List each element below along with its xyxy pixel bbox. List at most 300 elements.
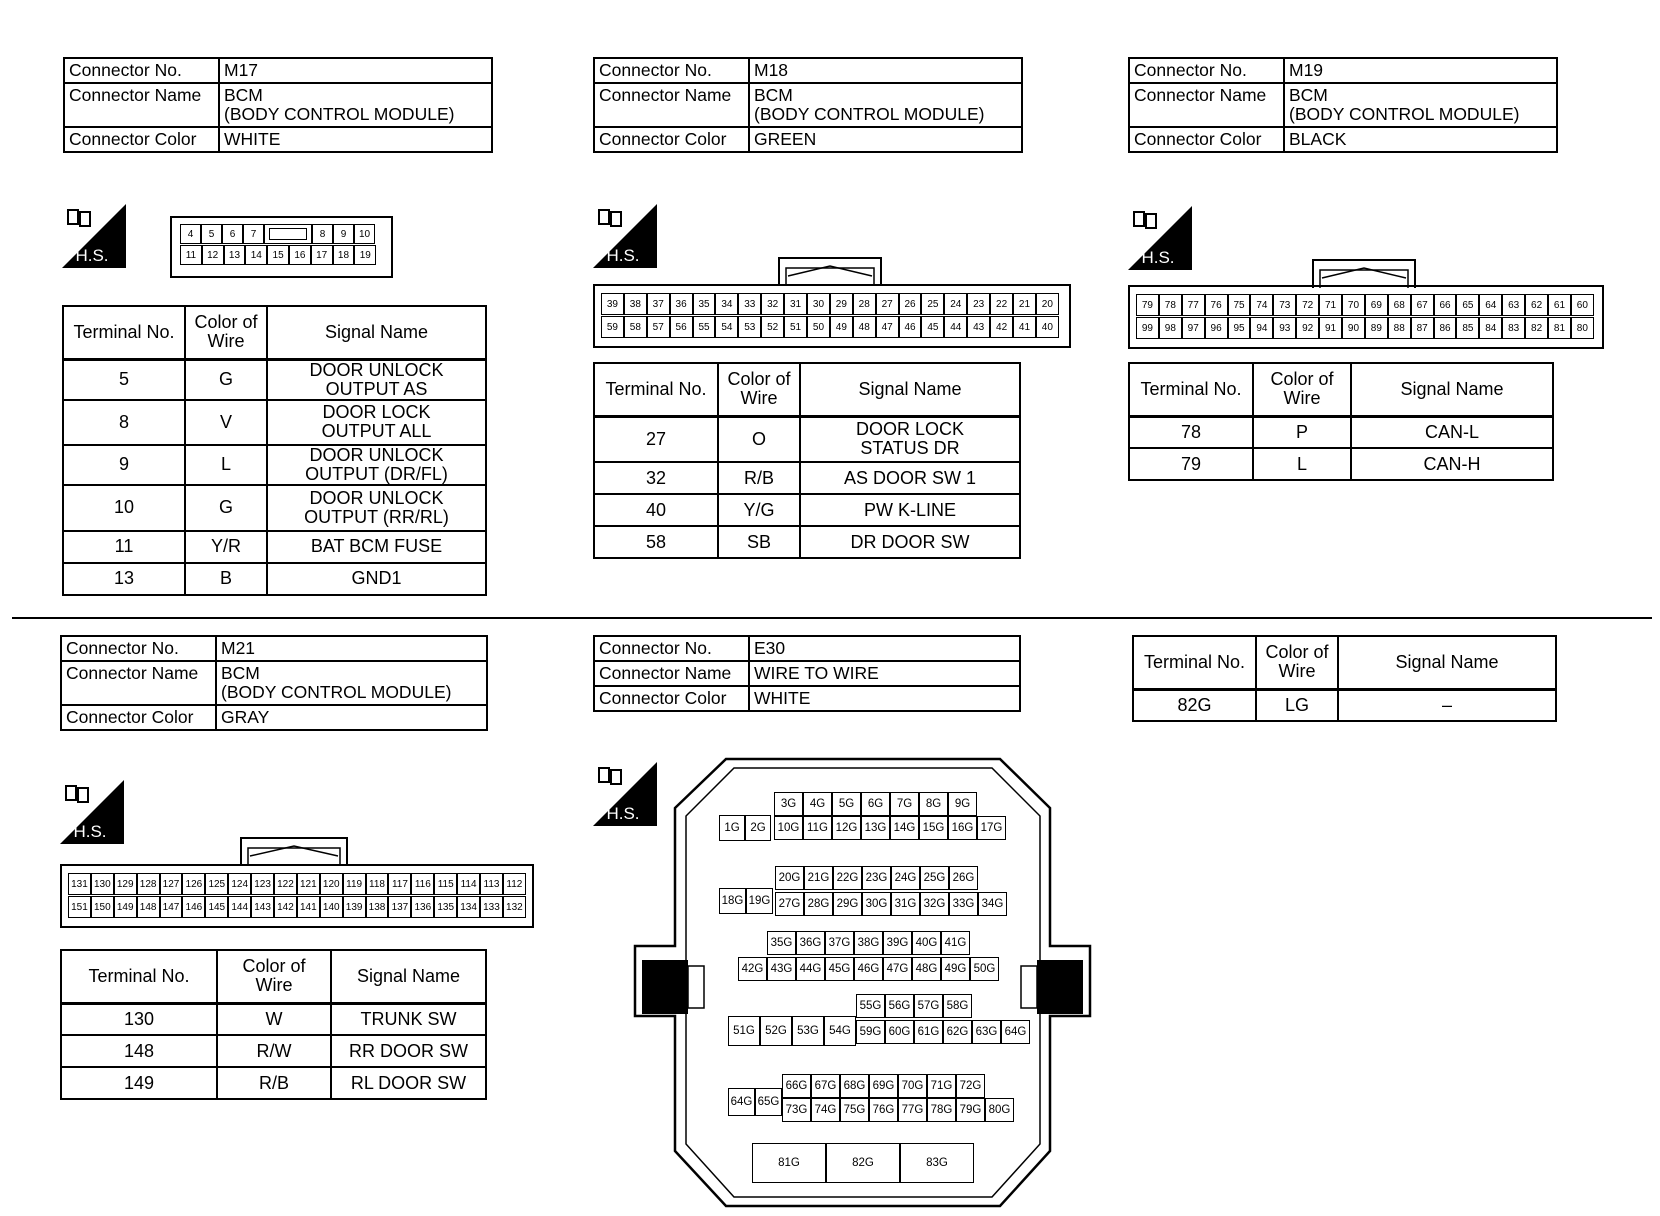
pin-cell: 10 <box>354 224 375 244</box>
pin-cell: 126 <box>182 873 205 895</box>
pin-cell: 113 <box>480 873 503 895</box>
pin-cell: 69G <box>869 1074 898 1098</box>
connector-color-value: GREEN <box>749 127 1022 152</box>
table-row <box>594 416 1020 462</box>
connector-no-label: Connector No. <box>61 636 216 661</box>
pin-cell: 26 <box>899 293 922 315</box>
pin-cell: 96 <box>1205 317 1228 339</box>
pin-cell: 23G <box>862 866 891 890</box>
pin-cell: 68 <box>1388 294 1411 316</box>
pin-cell: 78 <box>1159 294 1182 316</box>
signal-name-header: Signal Name <box>1338 636 1556 689</box>
connector-no-value: M18 <box>749 58 1022 83</box>
pin-cell: 28G <box>804 892 833 916</box>
pin-cell: 94 <box>1250 317 1273 339</box>
connector-color-label: Connector Color <box>594 686 749 711</box>
pin-cell: 74G <box>811 1098 840 1122</box>
pin-cell: 43G <box>767 957 796 981</box>
pin-cell: 61G <box>914 1020 943 1044</box>
pin-cell: 30 <box>807 293 830 315</box>
pin-cell: 65 <box>1456 294 1479 316</box>
pin-cell: 120 <box>320 873 343 895</box>
connector-no-label: Connector No. <box>594 58 749 83</box>
pin-cell: 7G <box>890 792 919 816</box>
table-row <box>63 359 486 400</box>
pin-cell: 130 <box>91 873 114 895</box>
pin-cell: 38 <box>624 293 647 315</box>
pin-cell: 29 <box>830 293 853 315</box>
pin-cell: 77G <box>898 1098 927 1122</box>
pin-cell: 54 <box>715 316 738 338</box>
pin-cell: 89 <box>1365 317 1388 339</box>
pin-cell: 116 <box>411 873 434 895</box>
table-row <box>63 400 486 445</box>
svg-text:H.S.: H.S. <box>73 822 107 841</box>
terminal-no-cell: 79 <box>1129 448 1253 480</box>
pin-cell: 61 <box>1548 294 1571 316</box>
pin-cell: 119 <box>343 873 366 895</box>
harness-side-icon <box>593 204 657 268</box>
pin-cell: 92 <box>1296 317 1319 339</box>
signal-name-header: Signal Name <box>800 363 1020 416</box>
pin-cell: 65G <box>755 1088 782 1116</box>
pin-cell: 128 <box>137 873 160 895</box>
signal-name-cell: RR DOOR SW <box>331 1035 486 1067</box>
pin-cell: 83 <box>1502 317 1525 339</box>
pin-cell: 67 <box>1411 294 1434 316</box>
pin-cell: 72G <box>956 1074 985 1098</box>
pin-cell: 37 <box>647 293 670 315</box>
pin-cell: 50G <box>970 957 999 981</box>
table-row <box>63 563 486 595</box>
pin-cell: 59G <box>856 1020 885 1044</box>
pin-cell: 47G <box>883 957 912 981</box>
table-row <box>594 462 1020 494</box>
pin-cell: 19G <box>746 888 773 914</box>
pin-cell: 98 <box>1159 317 1182 339</box>
wire-color-cell: W <box>217 1003 331 1035</box>
signal-name-cell: RL DOOR SW <box>331 1067 486 1099</box>
pin-cell: 50 <box>807 316 830 338</box>
pin-cell: 72 <box>1296 294 1319 316</box>
pin-cell: 124 <box>228 873 251 895</box>
pin-cell: 84 <box>1479 317 1502 339</box>
pin-cell: 32 <box>761 293 784 315</box>
pin-cell: 37G <box>825 931 854 955</box>
pin-cell: 127 <box>160 873 183 895</box>
table-row <box>63 531 486 563</box>
pin-cell: 86 <box>1434 317 1457 339</box>
pin-cell: 68G <box>840 1074 869 1098</box>
pin-cell: 9G <box>948 792 977 816</box>
pin-cell <box>264 224 312 244</box>
pin-cell: 31G <box>891 892 920 916</box>
harness-side-icon <box>60 780 124 844</box>
terminal-no-header: Terminal No. <box>61 950 217 1003</box>
connector-no-value: M21 <box>216 636 487 661</box>
pin-cell: 24G <box>891 866 920 890</box>
color-of-wire-header: Color of Wire <box>185 306 267 359</box>
pin-cell: 56G <box>885 994 914 1018</box>
pin-cell: 40G <box>912 931 941 955</box>
m18-terminal-table <box>593 362 1021 559</box>
pin-cell: 121 <box>297 873 320 895</box>
pin-cell: 42G <box>738 957 767 981</box>
signal-name-cell: – <box>1338 689 1556 721</box>
terminal-no-header: Terminal No. <box>594 363 718 416</box>
pin-cell: 38G <box>854 931 883 955</box>
table-row <box>61 1003 486 1035</box>
pin-cell: 90 <box>1342 317 1365 339</box>
pin-cell: 81G <box>752 1143 826 1183</box>
wire-color-cell: V <box>185 400 267 445</box>
pin-cell: 64G <box>728 1088 755 1116</box>
wire-color-cell: R/B <box>217 1067 331 1099</box>
pin-cell: 46 <box>899 316 922 338</box>
pin-cell: 34 <box>715 293 738 315</box>
pin-cell: 12 <box>202 245 224 265</box>
pin-cell: 3G <box>774 792 803 816</box>
terminal-no-cell: 11 <box>63 531 185 563</box>
pin-cell: 136 <box>411 896 434 918</box>
color-of-wire-header: Color of Wire <box>718 363 800 416</box>
connector-name-value: BCM (BODY CONTROL MODULE) <box>219 83 492 127</box>
pin-cell: 93 <box>1273 317 1296 339</box>
pin-cell: 62G <box>943 1020 972 1044</box>
wire-color-cell: O <box>718 416 800 462</box>
pin-cell: 112 <box>503 873 526 895</box>
connector-name-value: WIRE TO WIRE <box>749 661 1020 686</box>
pin-cell: 4G <box>803 792 832 816</box>
pin-cell: 18G <box>719 888 746 914</box>
pin-cell: 18 <box>333 245 355 265</box>
pin-cell: 44G <box>796 957 825 981</box>
wire-color-cell: R/B <box>718 462 800 494</box>
pin-cell: 6 <box>222 224 243 244</box>
terminal-no-cell: 10 <box>63 485 185 531</box>
wire-color-cell: P <box>1253 416 1351 448</box>
pin-cell: 57G <box>914 994 943 1018</box>
pin-cell: 144 <box>228 896 251 918</box>
pin-cell: 66G <box>782 1074 811 1098</box>
signal-name-cell: DOOR UNLOCK OUTPUT (RR/RL) <box>267 485 486 531</box>
pin-cell: 32G <box>920 892 949 916</box>
wire-color-cell: SB <box>718 526 800 558</box>
connector-color-label: Connector Color <box>61 705 216 730</box>
connector-color-value: WHITE <box>219 127 492 152</box>
pin-cell: 132 <box>503 896 526 918</box>
connector-name-label: Connector Name <box>594 83 749 127</box>
pin-cell: 33G <box>949 892 978 916</box>
signal-name-cell: PW K-LINE <box>800 494 1020 526</box>
connector-name-value: BCM (BODY CONTROL MODULE) <box>1284 83 1557 127</box>
pin-cell: 29G <box>833 892 862 916</box>
pin-cell: 42 <box>990 316 1013 338</box>
m17-connector-face <box>170 216 393 278</box>
pin-cell: 137 <box>388 896 411 918</box>
table-row <box>594 526 1020 558</box>
pin-cell: 15 <box>267 245 289 265</box>
pin-cell: 21 <box>1013 293 1036 315</box>
svg-text:H.S.: H.S. <box>606 246 640 265</box>
m17-info-table <box>63 57 493 153</box>
connector-color-value: BLACK <box>1284 127 1557 152</box>
table-row <box>61 1035 486 1067</box>
pin-cell: 7 <box>243 224 264 244</box>
pin-cell: 60 <box>1571 294 1594 316</box>
pin-cell: 118 <box>366 873 389 895</box>
pin-cell: 56 <box>670 316 693 338</box>
signal-name-cell: DOOR LOCK STATUS DR <box>800 416 1020 462</box>
signal-name-header: Signal Name <box>267 306 486 359</box>
pin-cell: 39 <box>601 293 624 315</box>
pin-cell: 14 <box>245 245 267 265</box>
table-row <box>63 445 486 485</box>
pin-cell: 114 <box>457 873 480 895</box>
connector-name-label: Connector Name <box>64 83 219 127</box>
connector-no-value: M19 <box>1284 58 1557 83</box>
m21-info-table <box>60 635 488 731</box>
pin-cell: 13 <box>224 245 246 265</box>
pin-cell: 41 <box>1013 316 1036 338</box>
pin-cell: 26G <box>949 866 978 890</box>
pin-cell: 22G <box>833 866 862 890</box>
pin-cell: 11 <box>180 245 202 265</box>
pin-cell: 71 <box>1319 294 1342 316</box>
pin-cell: 55 <box>693 316 716 338</box>
table-row <box>594 494 1020 526</box>
pin-cell: 70 <box>1342 294 1365 316</box>
pin-cell: 76 <box>1205 294 1228 316</box>
connector-name-value: BCM (BODY CONTROL MODULE) <box>749 83 1022 127</box>
pin-cell: 64 <box>1479 294 1502 316</box>
pin-cell: 28 <box>853 293 876 315</box>
pin-cell: 40 <box>1036 316 1059 338</box>
pin-cell: 91 <box>1319 317 1342 339</box>
pin-cell: 63 <box>1502 294 1525 316</box>
pin-cell: 151 <box>68 896 91 918</box>
section-divider <box>12 617 1652 619</box>
wire-color-cell: G <box>185 485 267 531</box>
pin-cell: 73 <box>1273 294 1296 316</box>
terminal-no-header: Terminal No. <box>63 306 185 359</box>
pin-cell: 35 <box>693 293 716 315</box>
connector-name-label: Connector Name <box>61 661 216 705</box>
pin-cell: 123 <box>251 873 274 895</box>
pin-cell: 134 <box>457 896 480 918</box>
wire-color-cell: Y/G <box>718 494 800 526</box>
pin-cell: 16G <box>948 816 977 840</box>
pin-cell: 52G <box>760 1016 792 1046</box>
pin-cell: 78G <box>927 1098 956 1122</box>
table-row <box>1133 689 1556 721</box>
pin-cell: 53G <box>792 1016 824 1046</box>
pin-cell: 22 <box>990 293 1013 315</box>
pin-cell: 58G <box>943 994 972 1018</box>
m19-connector-face <box>1128 285 1604 349</box>
pin-cell: 70G <box>898 1074 927 1098</box>
pin-cell: 64G <box>1001 1020 1030 1044</box>
pin-cell: 131 <box>68 873 91 895</box>
connector-no-value: M17 <box>219 58 492 83</box>
pin-cell: 48G <box>912 957 941 981</box>
connector-color-value: WHITE <box>749 686 1020 711</box>
pin-cell: 48 <box>853 316 876 338</box>
pin-cell: 39G <box>883 931 912 955</box>
pin-cell: 115 <box>434 873 457 895</box>
pin-cell: 142 <box>274 896 297 918</box>
pin-cell: 81 <box>1548 317 1571 339</box>
wire-color-cell: R/W <box>217 1035 331 1067</box>
signal-name-header: Signal Name <box>331 950 486 1003</box>
pin-cell: 35G <box>767 931 796 955</box>
pin-cell: 10G <box>774 816 803 840</box>
pin-cell: 36G <box>796 931 825 955</box>
color-of-wire-header: Color of Wire <box>217 950 331 1003</box>
pin-cell: 45 <box>921 316 944 338</box>
pin-cell: 83G <box>900 1143 974 1183</box>
pin-cell: 51G <box>728 1016 760 1046</box>
pin-cell: 129 <box>114 873 137 895</box>
pin-cell: 31 <box>784 293 807 315</box>
pin-cell: 74 <box>1250 294 1273 316</box>
terminal-no-cell: 130 <box>61 1003 217 1035</box>
terminal-no-cell: 40 <box>594 494 718 526</box>
pin-cell: 75 <box>1228 294 1251 316</box>
pin-cell: 46G <box>854 957 883 981</box>
pin-cell: 19 <box>354 245 376 265</box>
pin-cell: 55G <box>856 994 885 1018</box>
pin-cell: 150 <box>91 896 114 918</box>
table-row <box>1129 448 1553 480</box>
table-row <box>61 1067 486 1099</box>
connector-latch-icon <box>240 836 348 866</box>
terminal-no-cell: 32 <box>594 462 718 494</box>
pin-cell: 60G <box>885 1020 914 1044</box>
terminal-no-cell: 5 <box>63 359 185 400</box>
signal-name-cell: DOOR UNLOCK OUTPUT (DR/FL) <box>267 445 486 485</box>
pin-cell: 67G <box>811 1074 840 1098</box>
pin-cell: 57 <box>647 316 670 338</box>
terminal-no-cell: 27 <box>594 416 718 462</box>
pin-cell: 14G <box>890 816 919 840</box>
pin-cell: 76G <box>869 1098 898 1122</box>
harness-side-icon <box>62 204 126 268</box>
wire-color-cell: B <box>185 563 267 595</box>
pin-cell: 5 <box>201 224 222 244</box>
signal-name-cell: BAT BCM FUSE <box>267 531 486 563</box>
pin-cell: 117 <box>388 873 411 895</box>
pin-cell: 138 <box>366 896 389 918</box>
pin-cell: 75G <box>840 1098 869 1122</box>
pin-cell: 145 <box>205 896 228 918</box>
pin-cell: 4 <box>180 224 201 244</box>
pin-cell: 43 <box>967 316 990 338</box>
m19-terminal-table <box>1128 362 1554 481</box>
wire-color-cell: L <box>1253 448 1351 480</box>
m18-info-table <box>593 57 1023 153</box>
signal-name-cell: DOOR LOCK OUTPUT ALL <box>267 400 486 445</box>
pin-cell: 140 <box>320 896 343 918</box>
pin-cell: 15G <box>919 816 948 840</box>
signal-name-cell: GND1 <box>267 563 486 595</box>
pin-cell: 73G <box>782 1098 811 1122</box>
connector-color-label: Connector Color <box>64 127 219 152</box>
pin-cell: 41G <box>941 931 970 955</box>
m21-terminal-table <box>60 949 487 1100</box>
connector-latch-icon <box>778 256 882 286</box>
pin-cell: 27 <box>876 293 899 315</box>
pin-cell: 17 <box>311 245 333 265</box>
pin-cell: 141 <box>297 896 320 918</box>
pin-cell: 25G <box>920 866 949 890</box>
svg-text:H.S.: H.S. <box>606 804 640 823</box>
pin-cell: 125 <box>205 873 228 895</box>
wire-color-cell: G <box>185 359 267 400</box>
signal-name-cell: AS DOOR SW 1 <box>800 462 1020 494</box>
pin-cell: 79 <box>1136 294 1159 316</box>
pin-cell: 58 <box>624 316 647 338</box>
pin-cell: 54G <box>824 1016 856 1046</box>
pin-cell: 21G <box>804 866 833 890</box>
svg-text:H.S.: H.S. <box>75 246 109 265</box>
pin-cell: 79G <box>956 1098 985 1122</box>
pin-cell: 11G <box>803 816 832 840</box>
pin-cell: 135 <box>434 896 457 918</box>
pin-cell: 6G <box>861 792 890 816</box>
connector-no-value: E30 <box>749 636 1020 661</box>
pin-cell: 99 <box>1136 317 1159 339</box>
terminal-no-cell: 149 <box>61 1067 217 1099</box>
pin-cell: 17G <box>977 816 1006 840</box>
pin-cell: 33 <box>738 293 761 315</box>
pin-cell: 63G <box>972 1020 1001 1044</box>
terminal-no-cell: 58 <box>594 526 718 558</box>
pin-cell: 8G <box>919 792 948 816</box>
pin-cell: 133 <box>480 896 503 918</box>
color-of-wire-header: Color of Wire <box>1253 363 1351 416</box>
pin-cell: 16 <box>289 245 311 265</box>
pin-cell: 12G <box>832 816 861 840</box>
pin-cell: 146 <box>182 896 205 918</box>
connector-latch-icon <box>1312 258 1416 288</box>
signal-name-cell: DR DOOR SW <box>800 526 1020 558</box>
pin-cell: 62 <box>1525 294 1548 316</box>
pin-cell: 23 <box>967 293 990 315</box>
m19-info-table <box>1128 57 1558 153</box>
pin-cell: 9 <box>333 224 354 244</box>
wire-color-cell: LG <box>1256 689 1338 721</box>
pin-cell: 97 <box>1182 317 1205 339</box>
pin-cell: 53 <box>738 316 761 338</box>
pin-cell: 122 <box>274 873 297 895</box>
e30-terminal-table <box>1132 635 1557 722</box>
pin-cell: 71G <box>927 1074 956 1098</box>
harness-side-icon <box>1128 206 1192 270</box>
terminal-no-header: Terminal No. <box>1133 636 1256 689</box>
pin-cell: 34G <box>978 892 1007 916</box>
pin-cell: 47 <box>876 316 899 338</box>
pin-cell: 80 <box>1571 317 1594 339</box>
color-of-wire-header: Color of Wire <box>1256 636 1338 689</box>
pin-cell: 45G <box>825 957 854 981</box>
pin-cell: 149 <box>114 896 137 918</box>
connector-color-value: GRAY <box>216 705 487 730</box>
terminal-no-header: Terminal No. <box>1129 363 1253 416</box>
table-row <box>63 485 486 531</box>
connector-name-value: BCM (BODY CONTROL MODULE) <box>216 661 487 705</box>
pin-cell: 147 <box>160 896 183 918</box>
